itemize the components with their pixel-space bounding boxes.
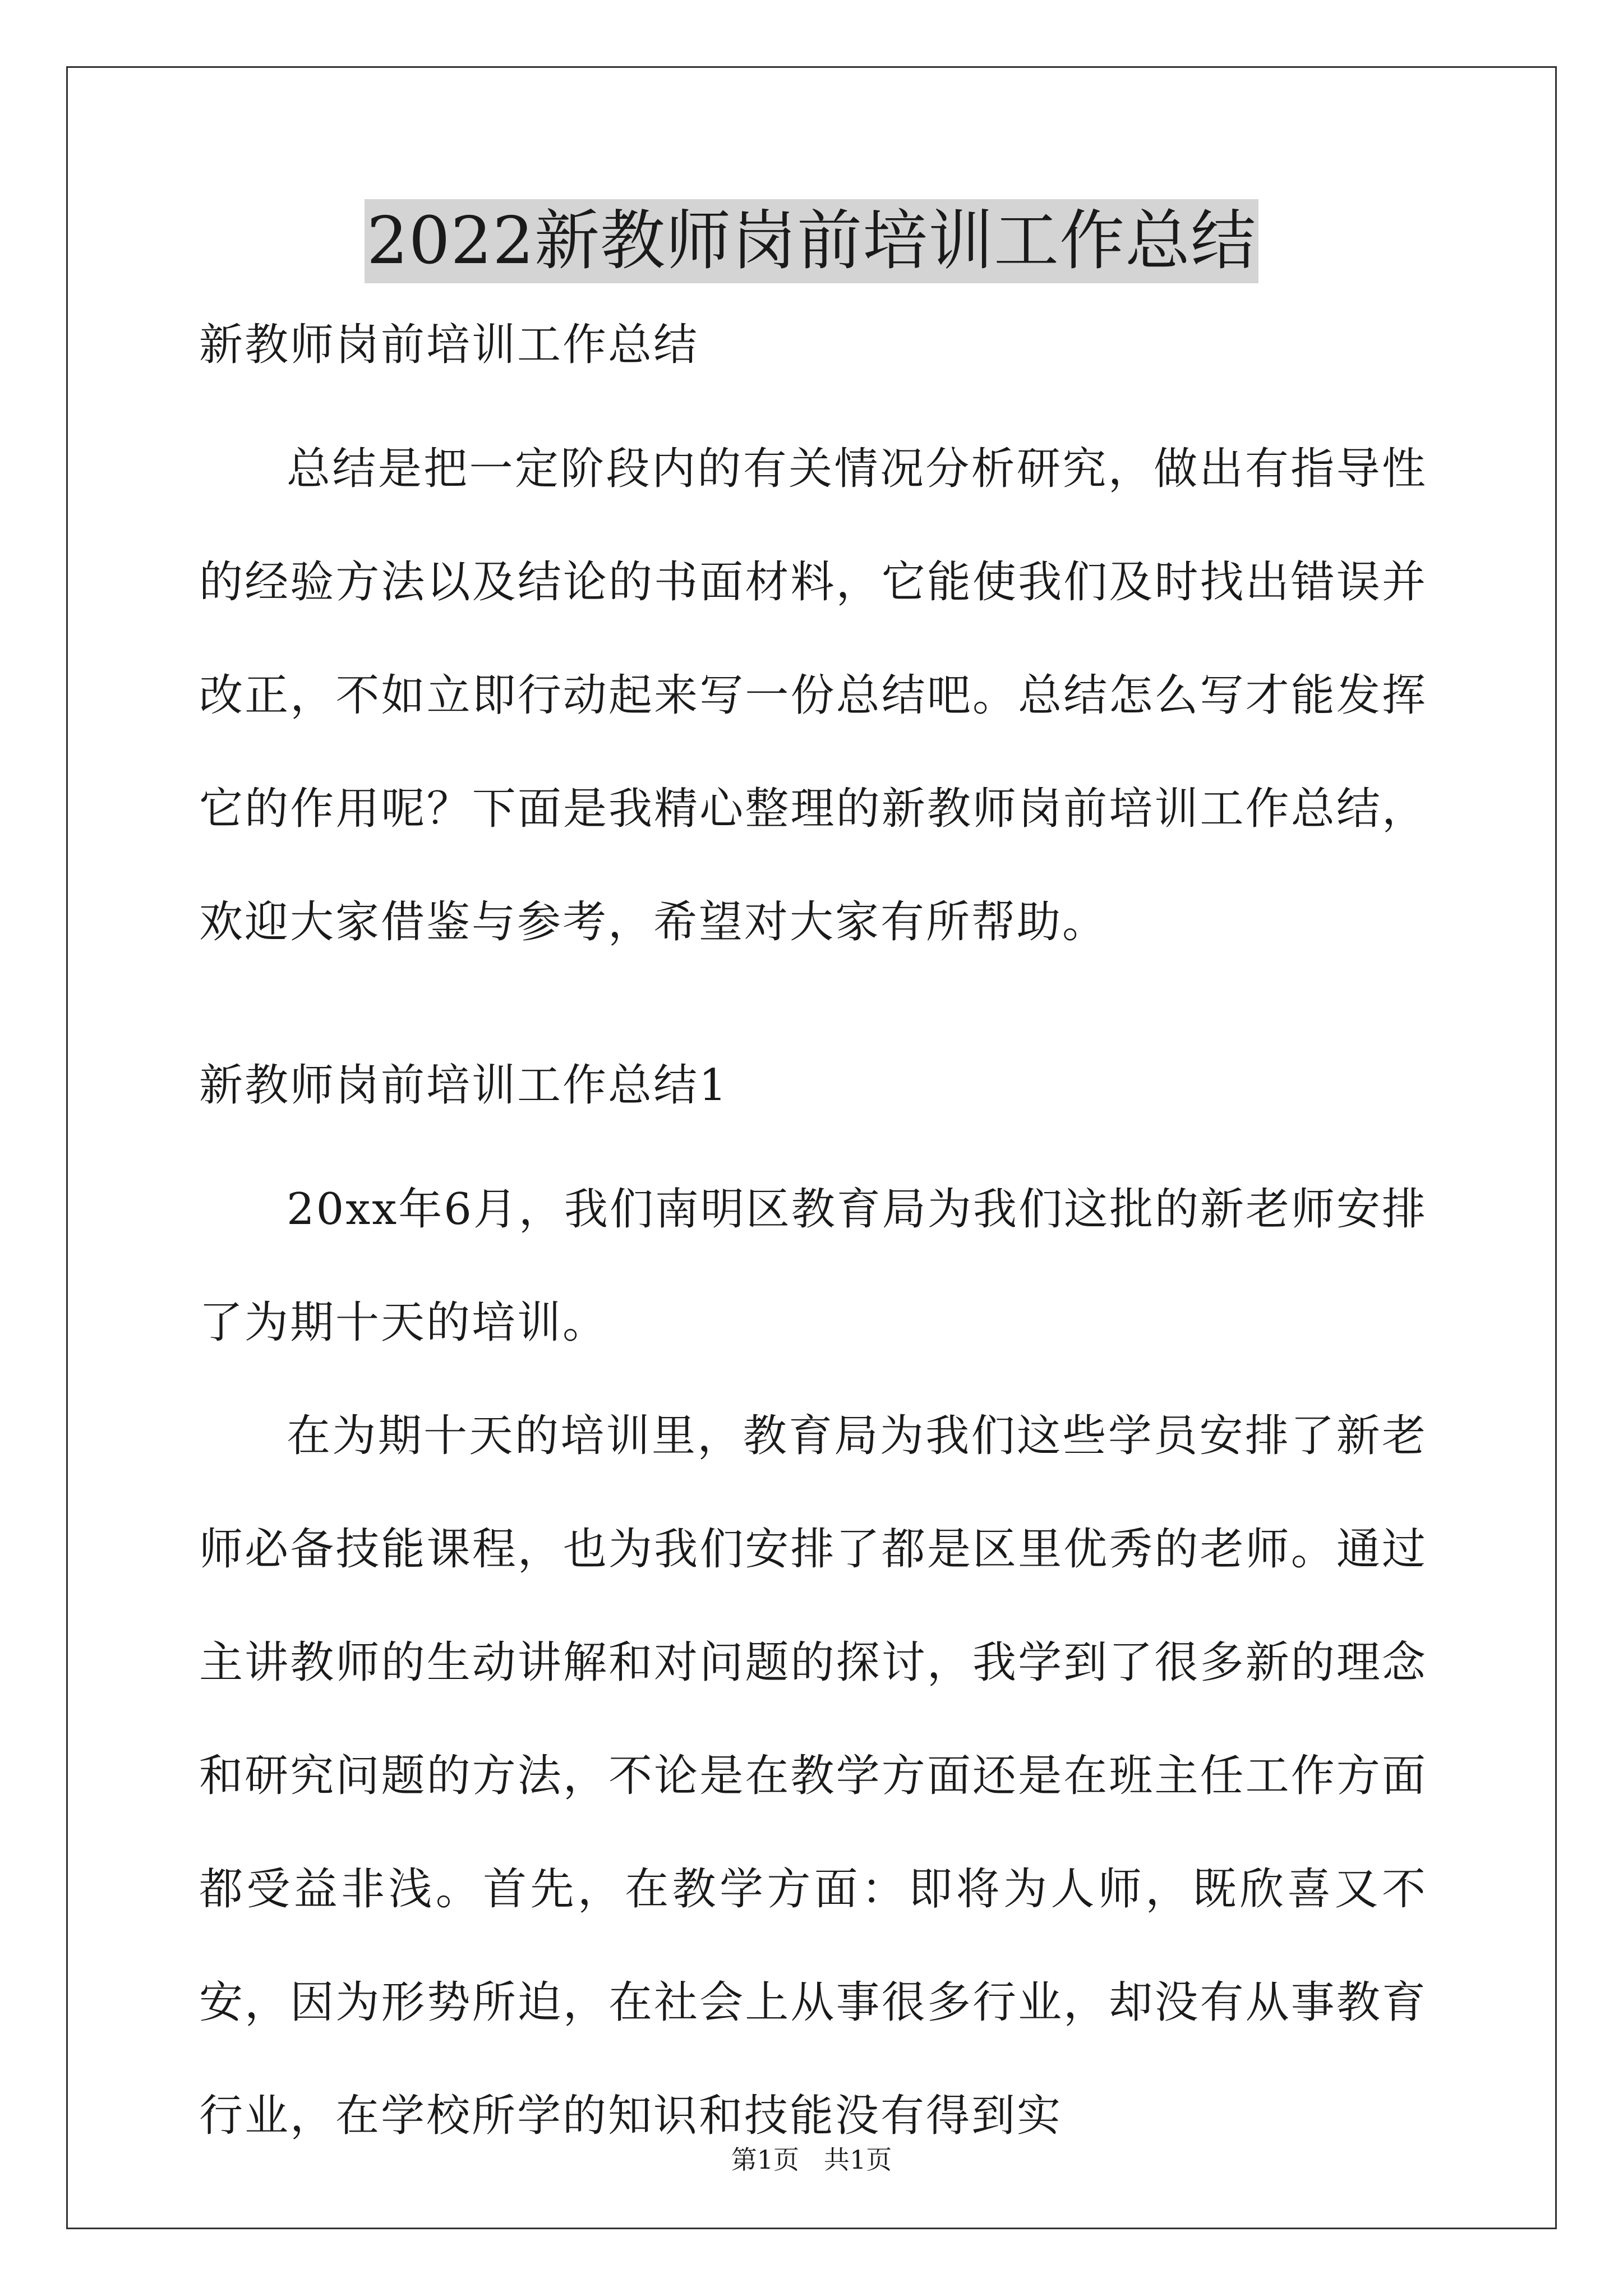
page-footer	[0, 2143, 1623, 2177]
title-container	[0, 199, 1623, 283]
section1-paragraph-1: 20xx年6月，我们南明区教育局为我们这批的新老师安排了为期十天的培训。	[199, 1184, 1427, 1348]
intro-heading: 新教师岗前培训工作总结	[199, 320, 699, 370]
page-number: 第1页	[731, 2145, 799, 2175]
page-total: 共1页	[824, 2145, 892, 2175]
intro-paragraph: 总结是把一定阶段内的有关情况分析研究，做出有指导性的经验方法以及结论的书面材料，它能使我们及时找出错误并改正，不如立即行动起来写一份总结吧。总结怎么写才能发挥它的作用呢？下面是我精心整理的新教师岗前培训工作总结，欢迎大家借鉴与参考，希望对大家有所帮助。	[199, 444, 1427, 947]
section1-paragraph-2: 在为期十天的培训里，教育局为我们这些学员安排了新老师必备技能课程，也为我们安排了都是区里优秀的老师。通过主讲教师的生动讲解和对问题的探讨，我学到了很多新的理念和研究问题的方法，不论是在教学方面还是在班主任工作方面都受益非浅。首先，在教学方面：即将为人师，既欣喜又不安，因为形势所迫，在社会上从事很多行业，却没有从事教育行业，在学校所学的知识和技能没有得到实	[199, 1411, 1427, 2141]
section1-body	[199, 1153, 1427, 2173]
intro-body	[199, 412, 1427, 979]
section1-heading: 新教师岗前培训工作总结1	[199, 1060, 728, 1111]
document-title: 2022新教师岗前培训工作总结	[365, 199, 1258, 283]
